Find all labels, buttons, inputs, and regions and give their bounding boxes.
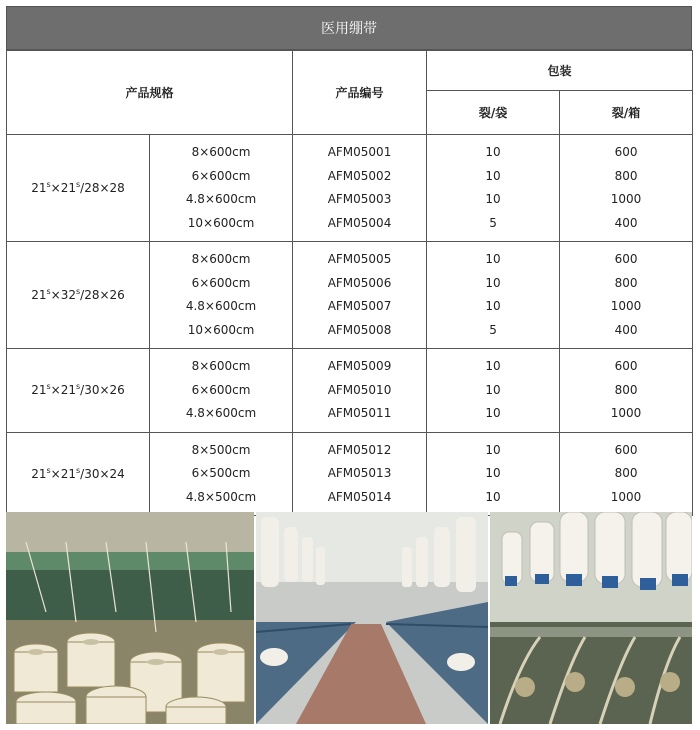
per-bag-value: 10 [485,382,501,397]
product-code: AFM05008 [327,322,392,337]
header-per-box: 裂/箱 [560,91,693,135]
size-value: 4.8×600cm [185,406,257,420]
code-cell [293,242,427,349]
per-bag-cell [427,135,560,242]
per-box-value: 1000 [610,489,642,504]
spec-part: ×21 [50,181,76,195]
per-box-value: 1000 [610,406,642,420]
size-value: 8×500cm [191,442,251,457]
product-code: AFM05011 [327,406,392,420]
per-box-cell [560,242,693,349]
product-code: AFM05013 [327,466,392,480]
per-bag-value: 10 [485,252,501,266]
spec-part: 21 [31,181,47,195]
product-code: AFM05007 [327,299,392,313]
table-title: 医用绷带 [6,6,692,50]
header-code: 产品编号 [293,51,427,135]
per-bag-value: 10 [485,359,501,373]
spec-group-row [7,349,693,433]
per-box-value: 600 [614,442,638,457]
product-code: AFM05014 [327,489,392,504]
size-cell [150,135,293,242]
size-cell [150,242,293,349]
per-box-value: 800 [614,275,638,290]
product-code: AFM05001 [327,145,392,159]
spec-part: s [75,180,81,189]
product-code: AFM05010 [327,382,392,397]
per-bag-value: 10 [485,406,501,420]
per-box-value: 1000 [610,299,642,313]
spec-part: /30×24 [80,466,125,481]
table-body [7,135,693,516]
spec-part: s [75,287,81,296]
spec-part: ×32 [50,288,76,302]
size-value: 8×600cm [191,359,251,373]
per-bag-value: 10 [485,466,501,480]
spinning-bobbins-photo [490,512,692,724]
size-value: 6×600cm [191,275,251,290]
per-bag-value: 10 [485,299,501,313]
per-box-value: 600 [614,252,638,266]
size-value: 4.8×600cm [185,192,257,206]
spec-cell [7,135,150,242]
size-value: 8×600cm [191,145,251,159]
size-value: 4.8×500cm [185,489,257,504]
product-spec-table [6,50,693,516]
per-bag-value: 10 [485,489,501,504]
cotton-roll-machine-photo [6,512,254,724]
product-code: AFM05012 [327,442,392,457]
product-code: AFM05009 [327,359,392,373]
per-box-value: 600 [614,145,638,159]
size-value: 4.8×600cm [185,299,257,313]
spec-cell [7,432,150,516]
spec-cell [7,349,150,433]
header-per-bag: 裂/袋 [427,91,560,135]
factory-photos [6,512,692,724]
spec-part: s [46,287,51,296]
size-value: 8×600cm [191,252,251,266]
spec-part: /28×28 [80,181,125,195]
spec-part: /28×26 [80,288,125,302]
product-code: AFM05002 [327,168,392,183]
per-bag-value: 10 [485,442,501,457]
per-box-value: 1000 [610,192,642,206]
per-bag-value: 10 [485,275,501,290]
spec-group-row [7,135,693,242]
product-code: AFM05004 [327,215,392,230]
spec-part: s [46,465,51,475]
spec-part: s [75,382,81,392]
per-box-value: 600 [614,359,638,373]
spec-part: 21 [31,288,47,302]
size-value: 10×600cm [187,215,255,230]
per-bag-cell [427,432,560,516]
code-cell [293,135,427,242]
per-bag-value: 10 [485,145,501,159]
spec-part: 21 [31,466,47,481]
spec-part: 21 [31,383,47,398]
product-code: AFM05006 [327,275,392,290]
per-box-value: 800 [614,168,638,183]
per-box-value: 400 [614,322,638,337]
spec-group-row [7,432,693,516]
per-box-value: 800 [614,466,638,480]
spec-part: s [46,180,51,189]
per-box-value: 400 [614,215,638,230]
per-bag-value: 10 [485,168,501,183]
spinning-mill-aisle-photo [256,512,488,724]
spec-part: s [75,465,81,475]
product-code: AFM05003 [327,192,392,206]
code-cell [293,349,427,433]
per-bag-value: 10 [485,192,501,206]
spec-part: /30×26 [80,383,125,398]
header-spec: 产品规格 [7,51,293,135]
per-box-cell [560,432,693,516]
per-bag-value: 5 [489,322,497,337]
spec-cell [7,242,150,349]
product-table-section [6,6,692,516]
size-value: 6×600cm [191,382,251,397]
code-cell [293,432,427,516]
size-value: 10×600cm [187,322,255,337]
per-bag-cell [427,349,560,433]
size-value: 6×500cm [191,466,251,480]
spec-part: ×21 [50,466,76,481]
size-value: 6×600cm [191,168,251,183]
per-bag-value: 5 [489,215,497,230]
spec-group-row [7,242,693,349]
per-box-cell [560,135,693,242]
header-packaging: 包装 [427,51,693,91]
per-bag-cell [427,242,560,349]
size-cell [150,349,293,433]
size-cell [150,432,293,516]
spec-part: s [46,382,51,392]
spec-part: ×21 [50,383,76,398]
product-code: AFM05005 [327,252,392,266]
per-box-value: 800 [614,382,638,397]
per-box-cell [560,349,693,433]
